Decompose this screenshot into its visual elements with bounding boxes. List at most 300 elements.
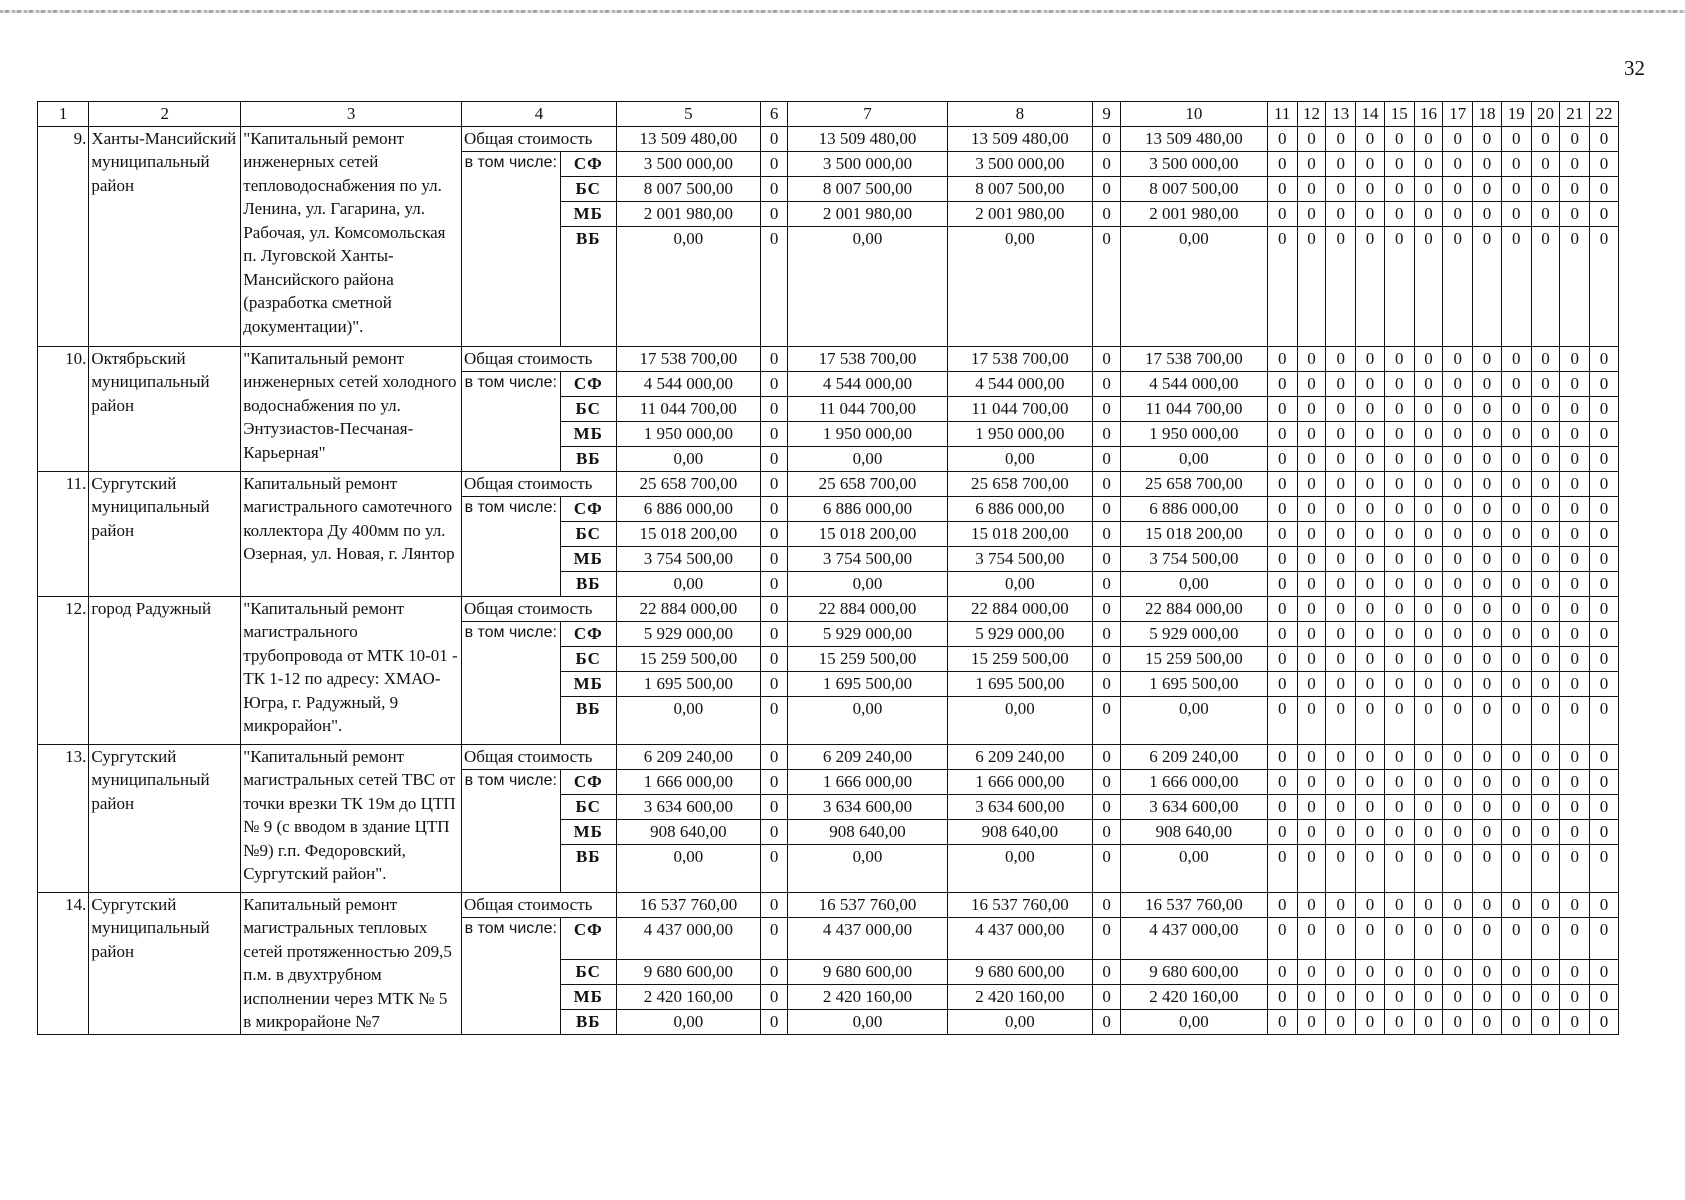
col18-zero: 0 [1473,421,1502,446]
col15-zero: 0 [1384,621,1414,646]
funding-source-label: МБ [560,984,616,1009]
col18-zero: 0 [1473,769,1502,794]
col19-zero: 0 [1501,917,1531,959]
col22-zero: 0 [1590,446,1619,471]
col7-value: 8 007 500,00 [788,176,947,201]
col20-zero: 0 [1531,546,1560,571]
col8-value: 22 884 000,00 [947,596,1093,621]
col11-zero: 0 [1267,521,1297,546]
col10-value: 15 259 500,00 [1121,646,1268,671]
col13-zero: 0 [1326,917,1356,959]
col17-zero: 0 [1443,226,1473,346]
col20-zero: 0 [1531,696,1560,744]
col7-value: 25 658 700,00 [788,471,947,496]
col9-zero: 0 [1093,671,1121,696]
col19-zero: 0 [1501,1009,1531,1034]
col22-zero: 0 [1590,917,1619,959]
column-header: 7 [788,102,947,127]
col5-value: 0,00 [616,1009,760,1034]
col8-value: 1 666 000,00 [947,769,1093,794]
col11-zero: 0 [1267,646,1297,671]
col9-zero: 0 [1093,126,1121,151]
col14-zero: 0 [1356,421,1385,446]
col7-value: 3 500 000,00 [788,151,947,176]
col11-zero: 0 [1267,346,1297,371]
col22-zero: 0 [1590,201,1619,226]
col12-zero: 0 [1297,621,1326,646]
col12-zero: 0 [1297,596,1326,621]
column-header: 3 [241,102,462,127]
col21-zero: 0 [1560,201,1590,226]
col12-zero: 0 [1297,696,1326,744]
col20-zero: 0 [1531,1009,1560,1034]
col13-zero: 0 [1326,496,1356,521]
col14-zero: 0 [1356,176,1385,201]
col20-zero: 0 [1531,446,1560,471]
column-header: 10 [1121,102,1268,127]
col9-zero: 0 [1093,201,1121,226]
column-header: 18 [1473,102,1502,127]
column-header: 9 [1093,102,1121,127]
col16-zero: 0 [1414,521,1443,546]
col22-zero: 0 [1590,1009,1619,1034]
col6-zero: 0 [760,646,788,671]
col11-zero: 0 [1267,421,1297,446]
col17-zero: 0 [1443,521,1473,546]
col15-zero: 0 [1384,151,1414,176]
col21-zero: 0 [1560,917,1590,959]
col19-zero: 0 [1501,744,1531,769]
col19-zero: 0 [1501,769,1531,794]
col11-zero: 0 [1267,371,1297,396]
col21-zero: 0 [1560,744,1590,769]
col20-zero: 0 [1531,151,1560,176]
col15-zero: 0 [1384,646,1414,671]
col19-zero: 0 [1501,646,1531,671]
col6-zero: 0 [760,959,788,984]
object-description: "Капитальный ремонт магистрального трубопровода от МТК 10-01 - ТК 1-12 по адресу: ХМАО-Югра, г. Радужный, 9 микрорайон". [241,596,462,744]
col7-value: 16 537 760,00 [788,892,947,917]
col5-value: 15 259 500,00 [616,646,760,671]
col12-zero: 0 [1297,346,1326,371]
col22-zero: 0 [1590,226,1619,346]
object-description: "Капитальный ремонт магистральных сетей ТВС от точки врезки ТК 19м до ЦТП № 9 (с вводом в здание ЦТП №9) г.п. Федоровский, Сургутский район". [241,744,462,892]
col14-zero: 0 [1356,571,1385,596]
col17-zero: 0 [1443,744,1473,769]
col8-value: 4 437 000,00 [947,917,1093,959]
col13-zero: 0 [1326,696,1356,744]
col8-value: 3 634 600,00 [947,794,1093,819]
col12-zero: 0 [1297,646,1326,671]
col10-value: 15 018 200,00 [1121,521,1268,546]
col15-zero: 0 [1384,371,1414,396]
col16-zero: 0 [1414,126,1443,151]
col13-zero: 0 [1326,396,1356,421]
col18-zero: 0 [1473,201,1502,226]
col12-zero: 0 [1297,421,1326,446]
col10-value: 25 658 700,00 [1121,471,1268,496]
col16-zero: 0 [1414,892,1443,917]
col7-value: 4 437 000,00 [788,917,947,959]
col8-value: 2 420 160,00 [947,984,1093,1009]
col20-zero: 0 [1531,346,1560,371]
col10-value: 9 680 600,00 [1121,959,1268,984]
col5-value: 25 658 700,00 [616,471,760,496]
col17-zero: 0 [1443,1009,1473,1034]
col15-zero: 0 [1384,126,1414,151]
col13-zero: 0 [1326,421,1356,446]
funding-source-label: МБ [560,421,616,446]
col7-value: 0,00 [788,844,947,892]
col16-zero: 0 [1414,446,1443,471]
col13-zero: 0 [1326,794,1356,819]
col19-zero: 0 [1501,521,1531,546]
district-name: Сургутский муниципальный район [89,471,241,596]
col11-zero: 0 [1267,151,1297,176]
col17-zero: 0 [1443,396,1473,421]
col9-zero: 0 [1093,744,1121,769]
col10-value: 0,00 [1121,844,1268,892]
col14-zero: 0 [1356,126,1385,151]
col15-zero: 0 [1384,844,1414,892]
row-number: 14. [38,892,89,1034]
district-name: Ханты-Мансийский муниципальный район [89,126,241,346]
col13-zero: 0 [1326,1009,1356,1034]
col18-zero: 0 [1473,917,1502,959]
col10-value: 3 500 000,00 [1121,151,1268,176]
col19-zero: 0 [1501,696,1531,744]
col5-value: 3 500 000,00 [616,151,760,176]
object-description: Капитальный ремонт магистрального самотечного коллектора Ду 400мм по ул. Озерная, ул. Новая, г. Лянтор [241,471,462,596]
col17-zero: 0 [1443,176,1473,201]
col20-zero: 0 [1531,671,1560,696]
col9-zero: 0 [1093,794,1121,819]
col18-zero: 0 [1473,744,1502,769]
col20-zero: 0 [1531,421,1560,446]
col16-zero: 0 [1414,744,1443,769]
col18-zero: 0 [1473,696,1502,744]
col8-value: 9 680 600,00 [947,959,1093,984]
col14-zero: 0 [1356,471,1385,496]
col17-zero: 0 [1443,471,1473,496]
column-header: 17 [1443,102,1473,127]
col18-zero: 0 [1473,892,1502,917]
col14-zero: 0 [1356,844,1385,892]
col21-zero: 0 [1560,421,1590,446]
district-name: Сургутский муниципальный район [89,744,241,892]
funding-source-label: БС [560,959,616,984]
col15-zero: 0 [1384,176,1414,201]
col12-zero: 0 [1297,794,1326,819]
col7-value: 6 209 240,00 [788,744,947,769]
col17-zero: 0 [1443,621,1473,646]
col21-zero: 0 [1560,892,1590,917]
col8-value: 17 538 700,00 [947,346,1093,371]
col20-zero: 0 [1531,176,1560,201]
col10-value: 0,00 [1121,226,1268,346]
col9-zero: 0 [1093,346,1121,371]
col18-zero: 0 [1473,984,1502,1009]
col22-zero: 0 [1590,521,1619,546]
col8-value: 0,00 [947,1009,1093,1034]
col18-zero: 0 [1473,471,1502,496]
col17-zero: 0 [1443,959,1473,984]
col9-zero: 0 [1093,471,1121,496]
col7-value: 17 538 700,00 [788,346,947,371]
col15-zero: 0 [1384,496,1414,521]
col15-zero: 0 [1384,571,1414,596]
col19-zero: 0 [1501,621,1531,646]
col11-zero: 0 [1267,176,1297,201]
col10-value: 0,00 [1121,1009,1268,1034]
col5-value: 0,00 [616,226,760,346]
col13-zero: 0 [1326,621,1356,646]
col14-zero: 0 [1356,892,1385,917]
col9-zero: 0 [1093,696,1121,744]
column-header: 20 [1531,102,1560,127]
col18-zero: 0 [1473,346,1502,371]
col11-zero: 0 [1267,671,1297,696]
col22-zero: 0 [1590,176,1619,201]
col14-zero: 0 [1356,201,1385,226]
col21-zero: 0 [1560,371,1590,396]
col6-zero: 0 [760,917,788,959]
col21-zero: 0 [1560,819,1590,844]
col18-zero: 0 [1473,794,1502,819]
col19-zero: 0 [1501,596,1531,621]
col6-zero: 0 [760,546,788,571]
col15-zero: 0 [1384,201,1414,226]
col7-value: 0,00 [788,1009,947,1034]
col7-value: 3 754 500,00 [788,546,947,571]
col8-value: 908 640,00 [947,819,1093,844]
col7-value: 908 640,00 [788,819,947,844]
col20-zero: 0 [1531,744,1560,769]
col6-zero: 0 [760,496,788,521]
col9-zero: 0 [1093,371,1121,396]
col12-zero: 0 [1297,471,1326,496]
col6-zero: 0 [760,744,788,769]
col15-zero: 0 [1384,226,1414,346]
col5-value: 8 007 500,00 [616,176,760,201]
table-row [38,346,1619,371]
col15-zero: 0 [1384,671,1414,696]
col15-zero: 0 [1384,396,1414,421]
col18-zero: 0 [1473,126,1502,151]
col22-zero: 0 [1590,646,1619,671]
col12-zero: 0 [1297,371,1326,396]
funding-source-label: ВБ [560,446,616,471]
col21-zero: 0 [1560,1009,1590,1034]
col18-zero: 0 [1473,646,1502,671]
table-row [38,126,1619,151]
col14-zero: 0 [1356,769,1385,794]
col5-value: 3 754 500,00 [616,546,760,571]
col20-zero: 0 [1531,621,1560,646]
col14-zero: 0 [1356,917,1385,959]
col21-zero: 0 [1560,596,1590,621]
col16-zero: 0 [1414,696,1443,744]
col13-zero: 0 [1326,346,1356,371]
col18-zero: 0 [1473,371,1502,396]
col9-zero: 0 [1093,984,1121,1009]
col12-zero: 0 [1297,744,1326,769]
col21-zero: 0 [1560,176,1590,201]
col5-value: 1 950 000,00 [616,421,760,446]
col6-zero: 0 [760,396,788,421]
col17-zero: 0 [1443,446,1473,471]
col14-zero: 0 [1356,744,1385,769]
col10-value: 8 007 500,00 [1121,176,1268,201]
col19-zero: 0 [1501,446,1531,471]
col7-value: 22 884 000,00 [788,596,947,621]
col22-zero: 0 [1590,396,1619,421]
col15-zero: 0 [1384,892,1414,917]
col17-zero: 0 [1443,151,1473,176]
col9-zero: 0 [1093,546,1121,571]
total-cost-label: Общая стоимость [461,744,616,769]
col10-value: 17 538 700,00 [1121,346,1268,371]
col16-zero: 0 [1414,819,1443,844]
funding-source-label: СФ [560,371,616,396]
col22-zero: 0 [1590,571,1619,596]
col5-value: 16 537 760,00 [616,892,760,917]
col11-zero: 0 [1267,917,1297,959]
column-header: 11 [1267,102,1297,127]
col8-value: 3 500 000,00 [947,151,1093,176]
col7-value: 3 634 600,00 [788,794,947,819]
col9-zero: 0 [1093,596,1121,621]
col19-zero: 0 [1501,471,1531,496]
col21-zero: 0 [1560,984,1590,1009]
col6-zero: 0 [760,794,788,819]
column-header: 21 [1560,102,1590,127]
col7-value: 2 001 980,00 [788,201,947,226]
col11-zero: 0 [1267,471,1297,496]
col21-zero: 0 [1560,471,1590,496]
col6-zero: 0 [760,769,788,794]
col19-zero: 0 [1501,226,1531,346]
col8-value: 15 018 200,00 [947,521,1093,546]
col19-zero: 0 [1501,346,1531,371]
table-row [38,744,1619,769]
col7-value: 6 886 000,00 [788,496,947,521]
col5-value: 0,00 [616,696,760,744]
col6-zero: 0 [760,346,788,371]
col17-zero: 0 [1443,794,1473,819]
col8-value: 0,00 [947,226,1093,346]
col5-value: 0,00 [616,446,760,471]
col20-zero: 0 [1531,226,1560,346]
col10-value: 6 886 000,00 [1121,496,1268,521]
col5-value: 22 884 000,00 [616,596,760,621]
col16-zero: 0 [1414,596,1443,621]
col12-zero: 0 [1297,844,1326,892]
col5-value: 1 695 500,00 [616,671,760,696]
col21-zero: 0 [1560,521,1590,546]
funding-source-label: МБ [560,546,616,571]
funding-source-label: ВБ [560,696,616,744]
district-name: Октябрьский муниципальный район [89,346,241,471]
col18-zero: 0 [1473,671,1502,696]
col18-zero: 0 [1473,959,1502,984]
col8-value: 2 001 980,00 [947,201,1093,226]
col22-zero: 0 [1590,371,1619,396]
in-total-label: в том числе: [461,917,560,1034]
col11-zero: 0 [1267,226,1297,346]
col13-zero: 0 [1326,471,1356,496]
col9-zero: 0 [1093,226,1121,346]
row-number: 11. [38,471,89,596]
col12-zero: 0 [1297,201,1326,226]
col14-zero: 0 [1356,671,1385,696]
total-cost-label: Общая стоимость [461,471,616,496]
object-description: "Капитальный ремонт инженерных сетей холодного водоснабжения по ул. Энтузиастов-Песчаная-Карьерная" [241,346,462,471]
col16-zero: 0 [1414,471,1443,496]
col7-value: 11 044 700,00 [788,396,947,421]
col16-zero: 0 [1414,984,1443,1009]
col22-zero: 0 [1590,892,1619,917]
col8-value: 15 259 500,00 [947,646,1093,671]
in-total-label: в том числе: [461,151,560,346]
col9-zero: 0 [1093,396,1121,421]
col22-zero: 0 [1590,421,1619,446]
col8-value: 1 695 500,00 [947,671,1093,696]
col15-zero: 0 [1384,346,1414,371]
col17-zero: 0 [1443,496,1473,521]
col5-value: 4 544 000,00 [616,371,760,396]
col20-zero: 0 [1531,471,1560,496]
table-row [38,471,1619,496]
col16-zero: 0 [1414,917,1443,959]
col14-zero: 0 [1356,446,1385,471]
col5-value: 9 680 600,00 [616,959,760,984]
col6-zero: 0 [760,446,788,471]
col16-zero: 0 [1414,176,1443,201]
col20-zero: 0 [1531,769,1560,794]
col18-zero: 0 [1473,596,1502,621]
col10-value: 1 695 500,00 [1121,671,1268,696]
col19-zero: 0 [1501,984,1531,1009]
col11-zero: 0 [1267,769,1297,794]
column-header: 12 [1297,102,1326,127]
column-header: 5 [616,102,760,127]
col9-zero: 0 [1093,151,1121,176]
col5-value: 15 018 200,00 [616,521,760,546]
col14-zero: 0 [1356,346,1385,371]
col16-zero: 0 [1414,421,1443,446]
col5-value: 6 209 240,00 [616,744,760,769]
col17-zero: 0 [1443,126,1473,151]
col5-value: 5 929 000,00 [616,621,760,646]
col17-zero: 0 [1443,346,1473,371]
col17-zero: 0 [1443,646,1473,671]
col22-zero: 0 [1590,346,1619,371]
col9-zero: 0 [1093,621,1121,646]
col18-zero: 0 [1473,446,1502,471]
col16-zero: 0 [1414,621,1443,646]
funding-source-label: БС [560,396,616,421]
column-header: 15 [1384,102,1414,127]
col10-value: 0,00 [1121,571,1268,596]
col9-zero: 0 [1093,844,1121,892]
col6-zero: 0 [760,596,788,621]
in-total-label: в том числе: [461,621,560,744]
col20-zero: 0 [1531,794,1560,819]
col13-zero: 0 [1326,671,1356,696]
page-number: 32 [1624,56,1645,80]
col11-zero: 0 [1267,571,1297,596]
